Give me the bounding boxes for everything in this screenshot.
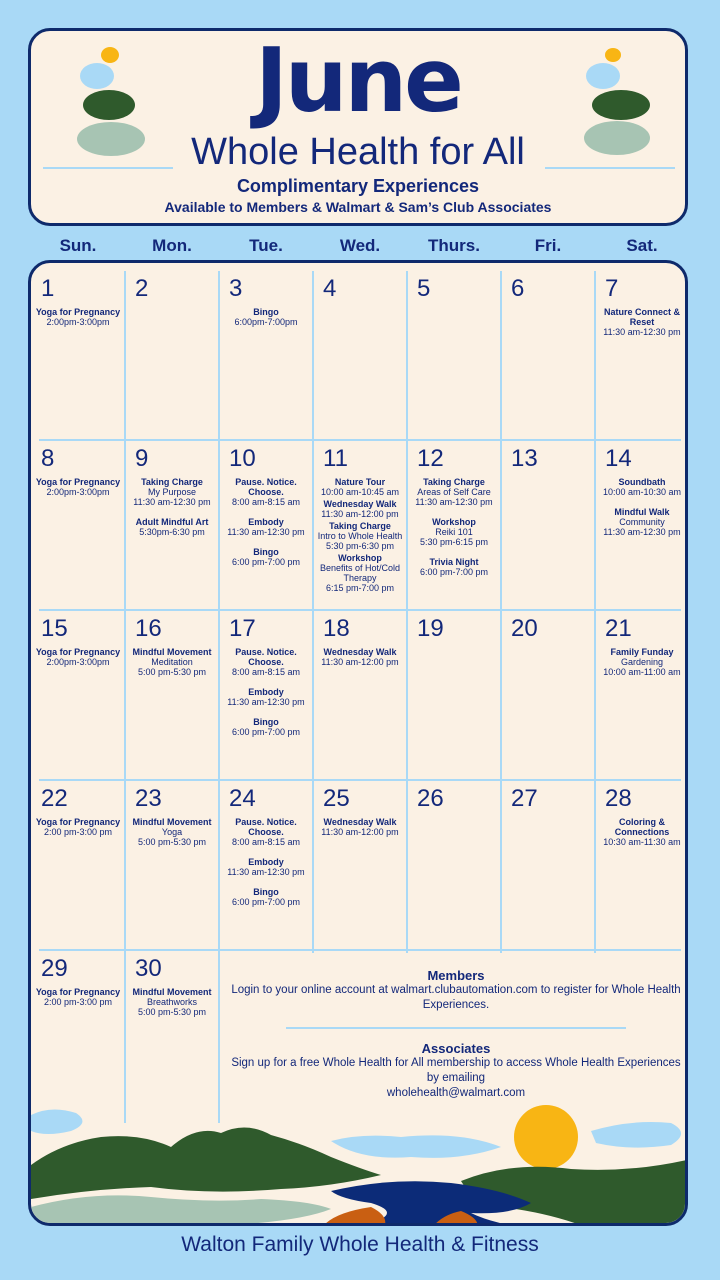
calendar-event[interactable] — [125, 477, 219, 507]
day-cell — [407, 439, 501, 609]
day-cell — [125, 439, 219, 609]
calendar-event[interactable] — [407, 477, 501, 507]
calendar-event[interactable] — [313, 499, 407, 519]
event-title: Taking Charge — [329, 521, 391, 531]
calendar-event[interactable] — [407, 557, 501, 577]
day-number: 25 — [323, 785, 350, 812]
members-heading: Members — [427, 968, 485, 983]
event-time: 6:15 pm-7:00 pm — [325, 583, 395, 593]
day-cell — [31, 779, 125, 949]
event-title: Nature Connect & Reset — [603, 307, 680, 327]
day-number: 5 — [417, 275, 431, 302]
registration-info — [231, 968, 681, 1101]
day-events — [595, 477, 688, 539]
calendar-event[interactable] — [313, 553, 407, 593]
day-cell — [407, 779, 501, 949]
event-title: Bingo — [253, 887, 279, 897]
event-title: Pause. Notice. Choose. — [235, 477, 297, 497]
calendar-event[interactable] — [219, 547, 313, 567]
weekday-label: Mon. — [152, 236, 192, 255]
calendar-event[interactable] — [219, 887, 313, 907]
event-title: Wednesday Walk — [323, 817, 397, 827]
event-time: 6:00 pm-7:00 pm — [231, 897, 301, 907]
members-text: Login to your online account at walmart.clubautomation.com to register for Whole Health Experiences. — [231, 984, 681, 1011]
day-cell — [125, 949, 219, 1119]
event-time: 11:30 am-12:30 pm — [603, 527, 681, 537]
calendar-event[interactable] — [595, 477, 688, 497]
event-time: 11:30 am-12:30 pm — [133, 497, 211, 507]
event-time: 10:30 am-11:30 am — [603, 837, 681, 847]
day-number: 3 — [229, 275, 243, 302]
event-time: 8:00 am-8:15 am — [231, 837, 301, 847]
event-time: 5:30 pm-6:30 pm — [325, 541, 395, 551]
event-time: 2:00 pm-3:00 pm — [43, 997, 113, 1007]
event-title: Taking Charge — [423, 477, 485, 487]
day-cell — [501, 269, 595, 439]
event-time: 8:00 am-8:15 am — [231, 667, 301, 677]
day-events — [219, 817, 313, 909]
event-title: Yoga for Pregnancy — [35, 307, 121, 317]
event-subtitle: Gardening — [620, 657, 664, 667]
day-events — [125, 477, 219, 539]
event-time: 5:00 pm-5:30 pm — [137, 1007, 207, 1017]
event-subtitle: Benefits of Hot/Cold Therapy — [319, 563, 401, 583]
program-subtitle: Whole Health for All — [191, 131, 525, 173]
calendar-event[interactable] — [219, 517, 313, 537]
event-time: 5:30pm-6:30 pm — [139, 527, 205, 537]
day-number: 7 — [605, 275, 619, 302]
day-cell — [313, 609, 407, 779]
event-title: Wednesday Walk — [323, 499, 397, 509]
header-card — [28, 28, 688, 226]
day-cell — [31, 949, 125, 1119]
event-time: 5:00 pm-5:30 pm — [137, 837, 207, 847]
day-events — [595, 307, 688, 339]
day-number: 27 — [511, 785, 538, 812]
event-subtitle: Meditation — [151, 657, 193, 667]
calendar-event[interactable] — [595, 817, 688, 847]
event-title: Taking Charge — [141, 477, 203, 487]
day-cell — [595, 269, 688, 439]
event-time: 8:00 am-8:15 am — [231, 497, 301, 507]
event-title: Yoga for Pregnancy — [35, 647, 121, 657]
day-cell — [595, 439, 688, 609]
event-time: 11:30 am-12:30 pm — [227, 527, 305, 537]
calendar-event[interactable] — [407, 517, 501, 547]
event-subtitle: Areas of Self Care — [417, 487, 491, 497]
event-subtitle: Reiki 101 — [435, 527, 473, 537]
day-cell — [501, 779, 595, 949]
info-divider — [286, 1027, 626, 1029]
day-cell — [31, 609, 125, 779]
day-number: 14 — [605, 445, 632, 472]
day-number: 29 — [41, 955, 68, 982]
day-cell — [595, 609, 688, 779]
event-subtitle: Yoga — [161, 827, 183, 837]
event-title: Mindful Walk — [614, 507, 670, 517]
calendar-event[interactable] — [125, 517, 219, 537]
event-title: Embody — [248, 857, 284, 867]
day-number: 26 — [417, 785, 444, 812]
day-events — [219, 647, 313, 739]
day-events — [31, 987, 125, 1009]
event-title: Mindful Movement — [132, 647, 212, 657]
day-number: 2 — [135, 275, 149, 302]
event-title: Coloring & Connections — [614, 817, 670, 837]
event-time: 11:30 am-12:30 pm — [227, 697, 305, 707]
day-events — [219, 477, 313, 569]
calendar-event[interactable] — [595, 647, 688, 677]
event-title: Yoga for Pregnancy — [35, 477, 121, 487]
associates-email[interactable]: wholehealth@walmart.com — [386, 1087, 526, 1099]
calendar-event[interactable] — [313, 647, 407, 667]
day-number: 23 — [135, 785, 162, 812]
day-cell — [313, 779, 407, 949]
day-number: 18 — [323, 615, 350, 642]
calendar-event[interactable] — [313, 817, 407, 837]
event-subtitle: My Purpose — [147, 487, 197, 497]
calendar-event[interactable] — [313, 477, 407, 497]
event-time: 10:00 am-11:00 am — [603, 667, 681, 677]
day-cell — [31, 439, 125, 609]
calendar-event[interactable] — [125, 647, 219, 677]
event-title: Yoga for Pregnancy — [35, 817, 121, 827]
event-subtitle: Intro to Whole Health — [317, 531, 403, 541]
day-number: 10 — [229, 445, 256, 472]
event-title: Wednesday Walk — [323, 647, 397, 657]
calendar-event[interactable] — [31, 987, 125, 1007]
day-number: 30 — [135, 955, 162, 982]
calendar-event[interactable] — [219, 717, 313, 737]
day-cell — [407, 609, 501, 779]
event-title: Pause. Notice. Choose. — [235, 817, 297, 837]
weekday-label: Sat. — [626, 236, 658, 255]
event-time: 5:30 pm-6:15 pm — [419, 537, 489, 547]
calendar-event[interactable] — [31, 477, 125, 497]
calendar-event[interactable] — [125, 817, 219, 847]
day-cell — [219, 609, 313, 779]
day-number: 15 — [41, 615, 68, 642]
calendar-event[interactable] — [219, 647, 313, 677]
landscape-illustration — [31, 1103, 688, 1226]
day-cell — [595, 779, 688, 949]
event-title: Adult Mindful Art — [135, 517, 209, 527]
day-cell — [501, 439, 595, 609]
day-cell — [219, 779, 313, 949]
event-subtitle: Community — [619, 517, 665, 527]
event-title: Workshop — [432, 517, 476, 527]
day-number: 13 — [511, 445, 538, 472]
day-number: 24 — [229, 785, 256, 812]
month-title: June — [255, 29, 461, 132]
weekday-label: Fri. — [534, 236, 562, 255]
day-events — [313, 477, 407, 595]
day-cell — [219, 439, 313, 609]
tagline-primary: Complimentary Experiences — [236, 176, 480, 196]
event-title: Embody — [248, 687, 284, 697]
day-events — [313, 817, 407, 839]
day-events — [595, 647, 688, 679]
day-cell — [125, 269, 219, 439]
day-cell — [219, 269, 313, 439]
day-events — [595, 817, 688, 849]
calendar-event[interactable] — [31, 647, 125, 667]
event-title: Bingo — [253, 547, 279, 557]
event-time: 11:30 am-12:30 pm — [603, 327, 681, 337]
event-time: 2:00 pm-3:00 pm — [43, 827, 113, 837]
event-time: 2:00pm-3:00pm — [46, 317, 110, 327]
event-time: 6:00 pm-7:00 pm — [231, 727, 301, 737]
day-number: 6 — [511, 275, 525, 302]
day-cell — [313, 439, 407, 609]
day-cell — [31, 269, 125, 439]
event-time: 10:00 am-10:45 am — [320, 487, 400, 497]
day-events — [31, 647, 125, 669]
calendar-event[interactable] — [219, 817, 313, 847]
day-events — [125, 987, 219, 1019]
associates-heading: Associates — [421, 1041, 491, 1056]
day-events — [31, 817, 125, 839]
footer-brand: Walton Family Whole Health & Fitness — [181, 1233, 539, 1256]
calendar-event[interactable] — [595, 307, 688, 337]
day-events — [125, 647, 219, 679]
day-events — [313, 647, 407, 669]
day-events — [407, 477, 501, 579]
event-title: Trivia Night — [429, 557, 479, 567]
calendar-event[interactable] — [313, 521, 407, 551]
event-title: Bingo — [253, 717, 279, 727]
day-number: 16 — [135, 615, 162, 642]
day-number: 4 — [323, 275, 337, 302]
event-subtitle: Breathworks — [146, 997, 198, 1007]
day-number: 22 — [41, 785, 68, 812]
event-title: Pause. Notice. Choose. — [235, 647, 297, 667]
calendar-event[interactable] — [219, 307, 313, 327]
day-number: 11 — [323, 445, 348, 472]
event-time: 11:30 am-12:30 pm — [227, 867, 305, 877]
day-events — [31, 477, 125, 499]
calendar-event[interactable] — [219, 687, 313, 707]
event-title: Mindful Movement — [132, 817, 212, 827]
day-events — [219, 307, 313, 329]
day-number: 9 — [135, 445, 149, 472]
day-number: 28 — [605, 785, 632, 812]
event-title: Family Funday — [610, 647, 674, 657]
calendar-event[interactable] — [595, 507, 688, 537]
event-time: 6:00pm-7:00pm — [234, 317, 298, 327]
day-events — [125, 817, 219, 849]
event-time: 6:00 pm-7:00 pm — [419, 567, 489, 577]
day-number: 1 — [41, 275, 55, 302]
day-cell — [313, 269, 407, 439]
calendar-event[interactable] — [31, 817, 125, 837]
weekday-label: Tue. — [249, 236, 283, 255]
day-number: 20 — [511, 615, 538, 642]
weekday-label: Sun. — [59, 236, 97, 255]
day-events — [31, 307, 125, 329]
event-time: 11:30 am-12:00 pm — [321, 827, 399, 837]
tagline-secondary: Available to Members & Walmart & Sam’s Club Associates — [164, 199, 552, 215]
event-time: 2:00pm-3:00pm — [46, 487, 110, 497]
event-title: Soundbath — [618, 477, 666, 487]
day-cell — [501, 609, 595, 779]
event-time: 2:00pm-3:00pm — [46, 657, 110, 667]
calendar-event[interactable] — [125, 987, 219, 1017]
associates-text: Sign up for a free Whole Health for All membership to access Whole Health Experiences by emailing — [231, 1057, 681, 1084]
event-title: Bingo — [253, 307, 279, 317]
event-title: Embody — [248, 517, 284, 527]
event-time: 10:00 am-10:30 am — [602, 487, 682, 497]
calendar-event[interactable] — [31, 307, 125, 327]
day-cell — [407, 269, 501, 439]
day-number: 12 — [417, 445, 444, 472]
event-time: 5:00 pm-5:30 pm — [137, 667, 207, 677]
event-time: 6:00 pm-7:00 pm — [231, 557, 301, 567]
calendar-grid — [28, 260, 688, 1226]
day-number: 17 — [229, 615, 256, 642]
event-time: 11:30 am-12:00 pm — [321, 657, 399, 667]
day-cell — [125, 779, 219, 949]
day-number: 21 — [605, 615, 632, 642]
event-time: 11:30 am-12:30 pm — [415, 497, 493, 507]
event-title: Yoga for Pregnancy — [35, 987, 121, 997]
weekday-label: Thurs. — [428, 236, 480, 255]
event-time: 11:30 am-12:00 pm — [321, 509, 399, 519]
event-title: Workshop — [338, 553, 382, 563]
day-number: 19 — [417, 615, 444, 642]
calendar-event[interactable] — [219, 857, 313, 877]
day-number: 8 — [41, 445, 55, 472]
day-cell — [125, 609, 219, 779]
event-title: Mindful Movement — [132, 987, 212, 997]
calendar-event[interactable] — [219, 477, 313, 507]
weekday-label: Wed. — [339, 236, 381, 255]
event-title: Nature Tour — [334, 477, 386, 487]
